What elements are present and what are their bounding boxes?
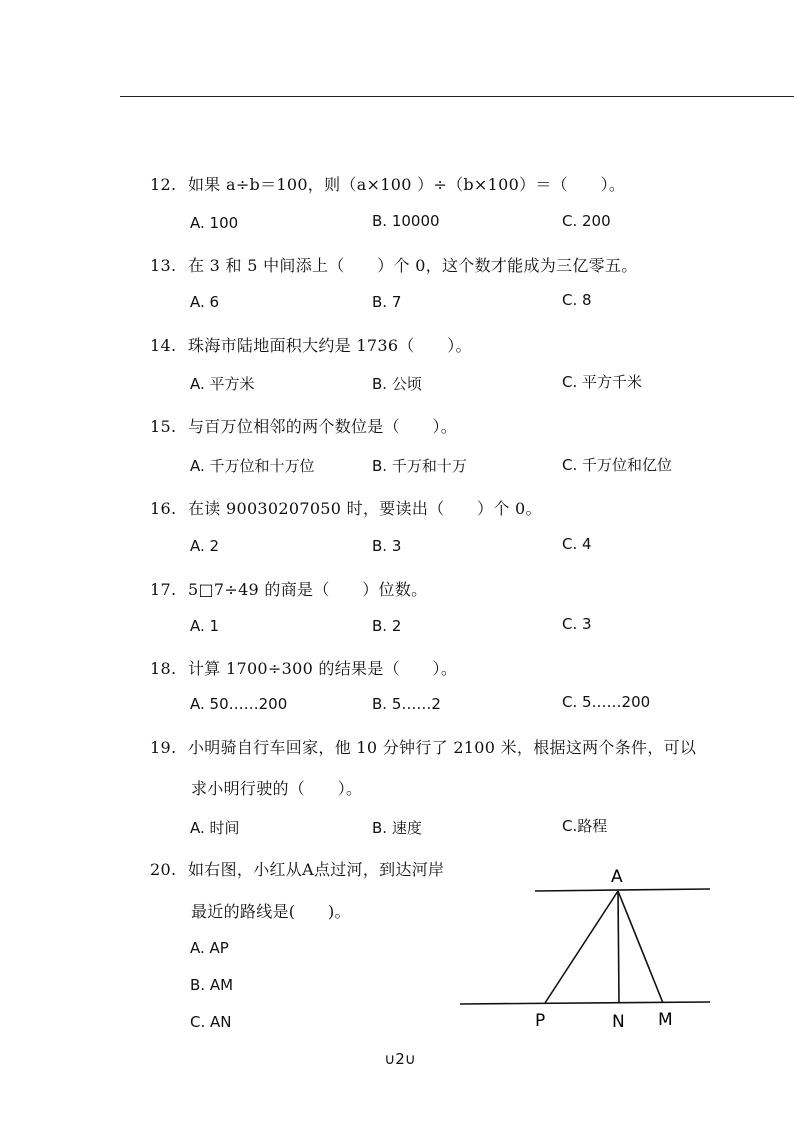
question-text: 如果 a÷b＝100，则（a×100 ）÷（b×100）＝（ ）。 (188, 175, 626, 194)
question-number: 17. (150, 580, 177, 599)
question-number: 20. (150, 860, 177, 879)
option-b: B. 3 (372, 537, 402, 555)
lower-riverbank-line (460, 1002, 710, 1004)
question-20 (150, 857, 444, 880)
upper-riverbank-line (535, 889, 710, 891)
option-b: B. 10000 (372, 212, 440, 230)
option-c: C. 3 (562, 615, 592, 633)
option-c: C. 千万位和亿位 (562, 456, 673, 474)
point-label-a: A (611, 867, 623, 887)
question-number: 14. (150, 336, 177, 355)
question-text: 在读 90030207050 时，要读出（ ）个 0。 (188, 499, 542, 518)
option-a: A. 100 (190, 214, 239, 232)
option-b: B. AM (190, 976, 234, 994)
segment-am (618, 891, 663, 1003)
question-text: 5□7÷49 的商是（ ）位数。 (188, 580, 428, 599)
question-number: 15. (150, 417, 177, 436)
option-c: C.路程 (562, 817, 608, 835)
question-20-continued: 最近的路线是( )。 (191, 902, 351, 921)
option-a: A. 时间 (190, 819, 240, 837)
option-a: A. AP (190, 939, 229, 957)
option-b: B. 7 (372, 293, 402, 311)
river-crossing-figure (455, 860, 715, 1035)
option-c: C. 4 (562, 535, 592, 553)
option-b: B. 公顷 (372, 375, 422, 393)
header-rule (120, 96, 794, 97)
option-a: A. 1 (190, 617, 220, 635)
question-17 (150, 577, 427, 600)
question-13 (150, 253, 638, 276)
question-12 (150, 172, 625, 195)
question-14 (150, 333, 472, 356)
option-a: A. 平方米 (190, 375, 255, 393)
option-c: C. 5……200 (562, 693, 651, 711)
question-text: 在 3 和 5 中间添上（ ）个 0，这个数才能成为三亿零五。 (188, 256, 638, 275)
option-a: A. 50……200 (190, 695, 288, 713)
question-18 (150, 656, 457, 679)
question-number: 19. (150, 738, 177, 757)
option-b: B. 5……2 (372, 695, 441, 713)
question-number: 12. (150, 175, 177, 194)
segment-ap (545, 891, 618, 1003)
option-c: C. 平方千米 (562, 373, 643, 391)
question-15 (150, 414, 457, 437)
page-number: ∪2∪ (384, 1050, 416, 1068)
option-c: C. AN (190, 1013, 232, 1031)
point-label-p: P (535, 1011, 546, 1031)
option-c: C. 8 (562, 291, 592, 309)
question-text: 珠海市陆地面积大约是 1736（ ）。 (188, 336, 472, 355)
question-text: 计算 1700÷300 的结果是（ ）。 (188, 659, 458, 678)
option-a: A. 千万位和十万位 (190, 457, 315, 475)
point-label-m: M (658, 1010, 673, 1030)
question-number: 16. (150, 499, 177, 518)
option-a: A. 6 (190, 293, 220, 311)
option-b: B. 2 (372, 617, 402, 635)
segment-an (618, 891, 619, 1003)
point-label-n: N (612, 1012, 625, 1032)
question-number: 18. (150, 659, 177, 678)
option-a: A. 2 (190, 537, 220, 555)
question-16 (150, 496, 542, 519)
option-c: C. 200 (562, 212, 611, 230)
question-text: 如右图，小红从A点过河，到达河岸 (188, 860, 445, 879)
option-b: B. 速度 (372, 819, 422, 837)
question-19 (150, 735, 696, 758)
question-text: 小明骑自行车回家，他 10 分钟行了 2100 米，根据这两个条件，可以 (188, 738, 697, 757)
question-text: 与百万位相邻的两个数位是（ ）。 (188, 417, 458, 436)
question-19-continued: 求小明行驶的（ ）。 (191, 779, 363, 798)
question-number: 13. (150, 256, 177, 275)
option-b: B. 千万和十万 (372, 457, 467, 475)
